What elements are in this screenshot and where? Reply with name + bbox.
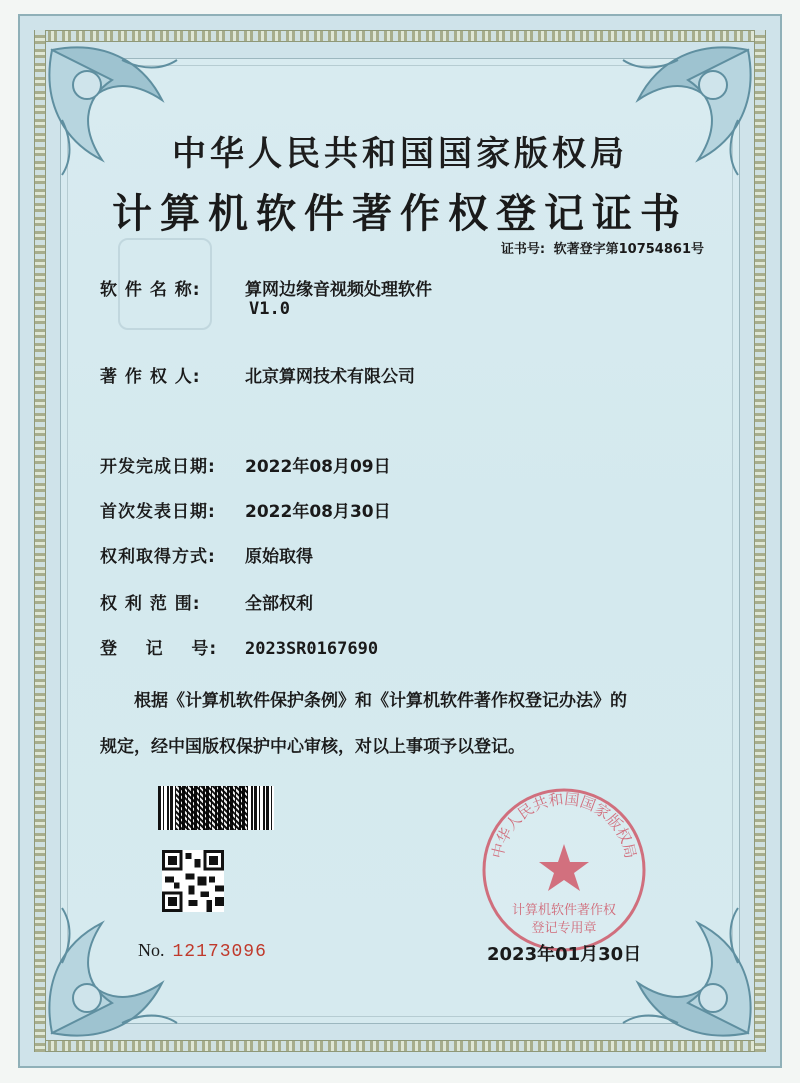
scope-value: 全部权利 — [245, 594, 313, 614]
official-seal-icon — [480, 786, 648, 954]
statement-line-2: 规定，经中国版权保护中心审核，对以上事项予以登记。 — [100, 737, 525, 757]
acquisition-value: 原始取得 — [245, 547, 313, 567]
statement-line-1: 根据《计算机软件保护条例》和《计算机软件著作权登记办法》的 — [134, 691, 627, 711]
seal-ring-text: 中华人民共和国国家版权局 — [488, 790, 640, 861]
software-name-value: 算网边缘音视频处理软件 — [245, 280, 432, 300]
certificate-title: 计算机软件著作权登记证书 — [112, 191, 688, 237]
serial-number-value: 12173096 — [172, 942, 267, 962]
pub-date-row — [100, 497, 391, 522]
barcode-pattern-icon — [176, 786, 248, 830]
seal-line-2: 登记专用章 — [531, 921, 597, 936]
software-name-label: 软 件 名 称: — [100, 280, 201, 300]
scope-row — [100, 589, 313, 614]
acquisition-label: 权利取得方式: — [100, 547, 216, 567]
issuing-authority: 中华人民共和国国家版权局 — [172, 134, 628, 174]
dev-date-value: 2022年08月09日 — [245, 457, 391, 477]
issue-date: 2023年01月30日 — [487, 944, 642, 965]
certificate-number-value: 软著登字第10754861号 — [553, 242, 704, 257]
dev-date-label: 开发完成日期: — [100, 457, 216, 477]
software-version: V1.0 — [249, 299, 290, 319]
owner-row — [100, 362, 415, 387]
ornament-corner-icon — [42, 893, 192, 1043]
registration-number-label: 登 记 号: — [100, 639, 218, 659]
scope-label: 权 利 范 围: — [100, 594, 201, 614]
owner-value: 北京算网技术有限公司 — [245, 367, 415, 387]
certificate-number — [497, 238, 704, 257]
seal-line-1: 计算机软件著作权 — [511, 903, 617, 918]
qr-code-icon — [162, 850, 224, 912]
acquisition-row — [100, 542, 313, 567]
owner-label: 著 作 权 人: — [100, 367, 201, 387]
pub-date-label: 首次发表日期: — [100, 502, 216, 522]
software-name-row — [100, 275, 432, 319]
certificate-number-label: 证书号: — [500, 242, 546, 257]
serial-number — [138, 940, 267, 962]
registration-number-row — [100, 634, 378, 659]
pub-date-value: 2022年08月30日 — [245, 502, 391, 522]
dev-date-row — [100, 452, 391, 477]
serial-prefix: No. — [138, 940, 165, 960]
registration-number-value: 2023SR0167690 — [245, 639, 379, 659]
